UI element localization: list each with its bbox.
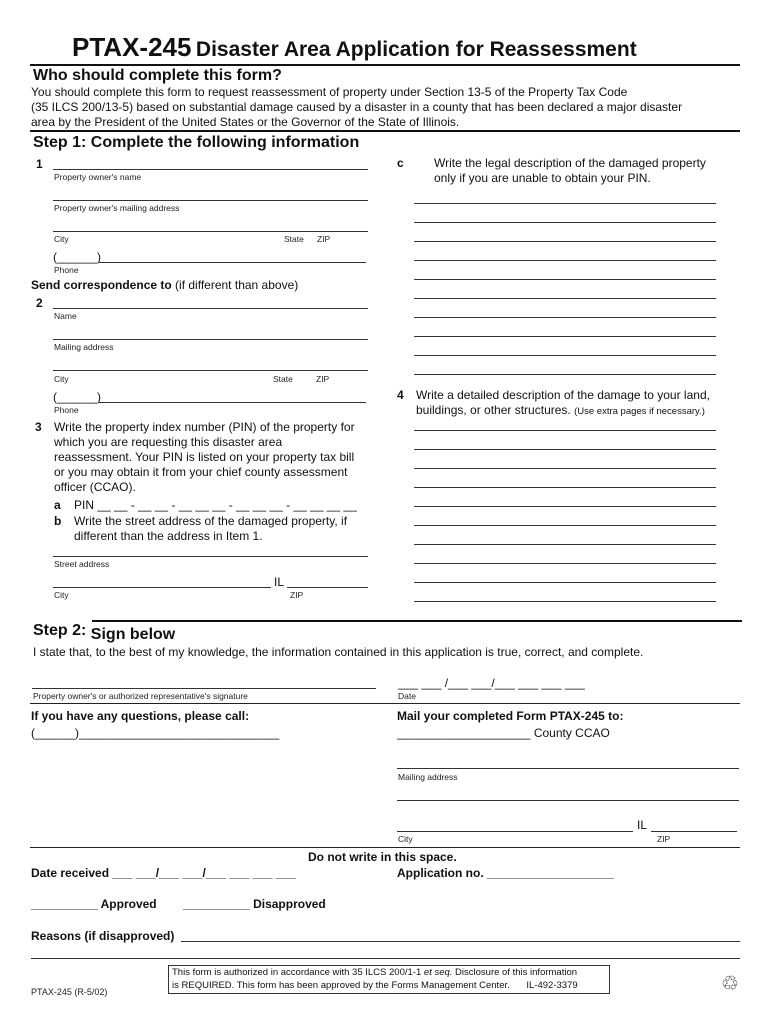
phone2-label: Phone <box>54 405 79 415</box>
street-address-line[interactable] <box>53 556 368 557</box>
auth-line-1c: Disclosure of this information <box>452 967 578 978</box>
header-rule <box>30 64 740 66</box>
auth-line-1a: This form is authorized in accordance with 35 ILCS 200/1-1 <box>172 967 424 978</box>
state-label: State <box>284 234 304 244</box>
il-label: IL <box>274 575 285 589</box>
legal-line[interactable] <box>414 298 716 299</box>
county-blank[interactable]: ____________________ <box>397 726 531 740</box>
legal-line[interactable] <box>414 355 716 356</box>
item1c-line-1: Write the legal description of the damaged property <box>434 156 706 170</box>
form-id: IL-492-3379 <box>526 980 578 991</box>
ccao-mailing-label: Mailing address <box>398 772 458 782</box>
legal-line[interactable] <box>414 222 716 223</box>
item4-line-1: Write a detailed description of the damage to your land, <box>416 388 710 402</box>
mail-to-label: Mail your completed Form PTAX-245 to: <box>397 709 624 723</box>
zip-label: ZIP <box>317 234 331 244</box>
approved-label: __________ Approved <box>31 897 157 911</box>
recycle-icon: ♲ <box>721 971 739 995</box>
legal-line[interactable] <box>414 203 716 204</box>
phone2-paren: (______) <box>53 390 102 404</box>
item3-line-4: or you may obtain it from your chief county assessment <box>54 465 348 479</box>
form-code: PTAX-245 <box>72 32 192 62</box>
corr-mailing-line[interactable] <box>53 339 368 340</box>
legal-line[interactable] <box>414 260 716 261</box>
property-zip-line[interactable] <box>287 587 368 588</box>
legal-line[interactable] <box>414 374 716 375</box>
owner-name-label: Property owner's name <box>54 172 142 182</box>
street-address-label: Street address <box>54 559 110 569</box>
auth-line-1b: et seq. <box>423 967 453 978</box>
city2-label: City <box>54 374 69 384</box>
ccao-zip-label: ZIP <box>657 834 671 844</box>
item3b-line-1: Write the street address of the damaged property, if <box>74 514 348 528</box>
damage-line[interactable] <box>414 430 716 431</box>
who-text <box>31 85 751 130</box>
send-corr-rest: (if different than above) <box>175 278 299 292</box>
legal-description-lines[interactable] <box>414 185 716 375</box>
step2-title: Sign below <box>90 626 176 643</box>
state2-label: State <box>273 374 293 384</box>
office-top-rule <box>30 847 740 848</box>
do-not-write-label: Do not write in this space. <box>308 850 457 864</box>
date-label: Date <box>398 691 416 701</box>
item3a-label: a <box>54 498 61 512</box>
damage-line[interactable] <box>414 506 716 507</box>
questions-label: If you have any questions, please call: <box>31 709 250 723</box>
ccao-zip-line[interactable] <box>651 831 737 832</box>
county-line <box>397 726 610 741</box>
item3-line-3: reassessment. Your PIN is listed on your property tax bill <box>54 450 355 464</box>
who-line-2: (35 ILCS 200/13-5) based on substantial damage caused by a disaster in a county that has been declared a major disaster <box>31 100 683 114</box>
signature-label: Property owner's or authorized representative's signature <box>33 691 248 701</box>
send-correspondence <box>31 278 298 293</box>
corr-phone-line[interactable] <box>98 402 366 403</box>
ccao-city-line[interactable] <box>397 831 633 832</box>
attestation-statement: I state that, to the best of my knowledge, the information contained in this application is true, correct, and complete. <box>33 645 644 659</box>
damage-line[interactable] <box>414 582 716 583</box>
step2-rule <box>92 620 742 622</box>
pin-field[interactable]: PIN __ __ - __ __ - __ __ __ - __ __ __ - __ __ __ __ <box>74 498 357 512</box>
application-no: Application no. ___________________ <box>397 866 614 880</box>
step1-heading: Step 1: Complete the following information <box>33 134 360 151</box>
corr-city-line[interactable] <box>53 370 368 371</box>
who-heading: Who should complete this form? <box>33 67 282 84</box>
signature-line[interactable] <box>32 688 376 689</box>
mailing-label: Mailing address <box>54 342 114 352</box>
damage-line[interactable] <box>414 601 716 602</box>
auth-line-1 <box>172 966 606 979</box>
item3-line-5: officer (CCAO). <box>54 480 136 494</box>
item1-number: 1 <box>36 157 43 171</box>
send-corr-bold: Send correspondence to <box>31 278 172 292</box>
questions-phone[interactable]: (______)______________________________ <box>31 726 280 740</box>
item1c-text <box>434 156 754 186</box>
item4-line-2-text: buildings, or other structures. <box>416 403 571 417</box>
damage-line[interactable] <box>414 487 716 488</box>
form-title <box>72 32 637 63</box>
owner-city-line[interactable] <box>53 231 368 232</box>
legal-line[interactable] <box>414 241 716 242</box>
form-revision: PTAX-245 (R-5/02) <box>31 987 108 997</box>
zip2-label: ZIP <box>316 374 330 384</box>
item4-number: 4 <box>397 388 404 402</box>
item1c-line-2: only if you are unable to obtain your PIN. <box>434 171 651 185</box>
ccao-il-label: IL <box>637 818 648 832</box>
item3-line-2: which you are requesting this disaster area <box>54 435 283 449</box>
phone-label: Phone <box>54 265 79 275</box>
form-title-text: Disaster Area Application for Reassessment <box>195 38 637 61</box>
damage-line[interactable] <box>414 468 716 469</box>
disapproved-label: __________ Disapproved <box>183 897 326 911</box>
item4-note: (Use extra pages if necessary.) <box>574 406 705 417</box>
step2-heading <box>33 622 176 643</box>
property-city-line[interactable] <box>53 587 271 588</box>
phone-paren: (______) <box>53 250 102 264</box>
damage-line[interactable] <box>414 563 716 564</box>
auth-line-2-text: is REQUIRED. This form has been approved by the Forms Management Center. <box>172 980 510 991</box>
damage-description-lines[interactable] <box>414 412 716 602</box>
item3b-text <box>74 514 374 544</box>
owner-mailing-line[interactable] <box>53 200 368 201</box>
corr-name-line[interactable] <box>53 308 368 309</box>
ccao-city-label: City <box>398 834 413 844</box>
item3b-line-2: different than the address in Item 1. <box>74 529 263 543</box>
item3-text <box>54 420 384 495</box>
owner-mailing-label: Property owner's mailing address <box>54 203 180 213</box>
ccao-mailing-line[interactable] <box>397 768 739 769</box>
damage-line[interactable] <box>414 544 716 545</box>
who-line-1: You should complete this form to request reassessment of property under Section 13-5 of the Property Tax Code <box>31 85 628 99</box>
item2-number: 2 <box>36 296 43 310</box>
legal-line[interactable] <box>414 317 716 318</box>
ccao-mailing-line-2[interactable] <box>397 800 739 801</box>
date-blank[interactable]: ___ ___ /___ ___/___ ___ ___ ___ <box>398 676 585 690</box>
item3b-label: b <box>54 514 62 528</box>
auth-line-2 <box>172 979 606 992</box>
who-line-3: area by the President of the United States or the Governor of the State of Illinois. <box>31 115 460 129</box>
date-received: Date received ___ ___/___ ___/___ ___ ___ ___ <box>31 866 296 880</box>
damage-line[interactable] <box>414 449 716 450</box>
owner-name-line[interactable] <box>53 169 368 170</box>
owner-phone-line[interactable] <box>98 262 366 263</box>
authorization-box <box>168 965 610 994</box>
reasons-line-1 <box>181 941 740 942</box>
damage-line[interactable] <box>414 525 716 526</box>
legal-line[interactable] <box>414 279 716 280</box>
item1c-label: c <box>397 156 404 170</box>
city3-label: City <box>54 590 69 600</box>
item3-number: 3 <box>35 420 42 434</box>
reasons-label: Reasons (if disapproved) <box>31 929 175 943</box>
legal-line[interactable] <box>414 336 716 337</box>
city-label: City <box>54 234 69 244</box>
who-rule <box>30 130 740 132</box>
step2-bottom-rule <box>30 703 740 704</box>
name-label: Name <box>54 311 77 321</box>
item3-line-1: Write the property index number (PIN) of the property for <box>54 420 355 434</box>
reasons-line-2 <box>31 958 740 959</box>
zip3-label: ZIP <box>290 590 304 600</box>
county-ccao: County CCAO <box>533 726 610 740</box>
step2-label: Step 2: <box>33 622 87 639</box>
